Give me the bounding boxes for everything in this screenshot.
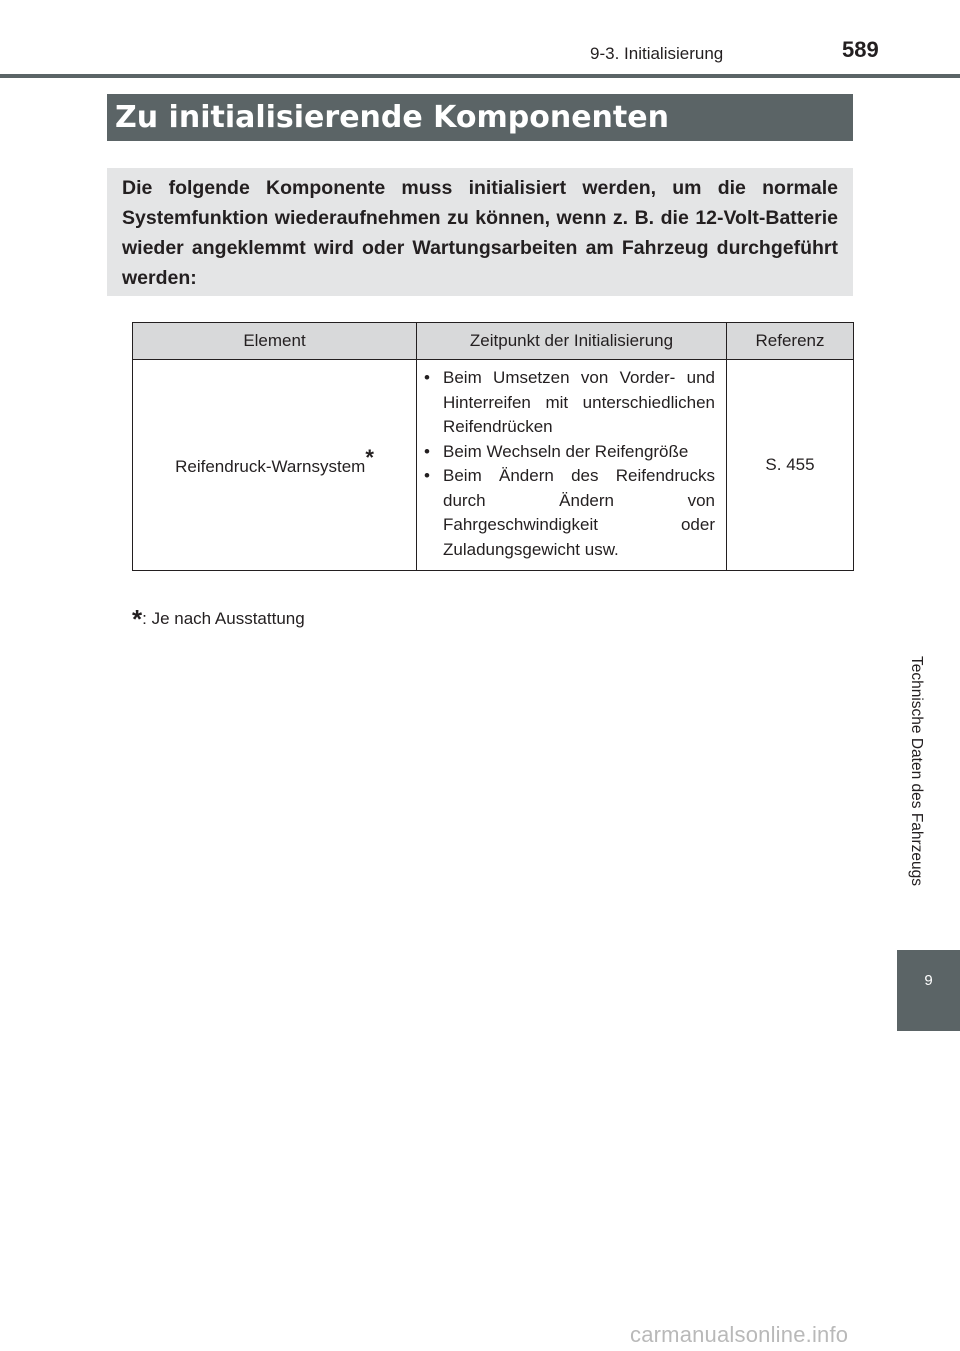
chapter-number: 9: [924, 972, 933, 989]
column-header-timing: Zeitpunkt der Initialisierung: [417, 323, 727, 360]
element-cell: [133, 360, 417, 571]
bullet-icon: •: [424, 368, 430, 387]
footnote: [132, 600, 305, 634]
timing-text: Beim Wechseln der Reifengröße: [443, 441, 689, 461]
watermark: carmanualsonline.info: [630, 1322, 849, 1347]
bullet-icon: •: [424, 466, 430, 485]
column-header-reference: Referenz: [727, 323, 854, 360]
timing-text: Beim Ändern des Reifendrucks durch Ändern von Fahrgeschwindigkeit oder Zuladungsgewicht usw.: [443, 466, 715, 559]
footnote-star-icon: *: [132, 604, 143, 634]
header-divider: [0, 74, 960, 78]
timing-cell: [417, 360, 727, 571]
side-chapter-label: Technische Daten des Fahrzeugs: [908, 656, 925, 887]
timing-text: Beim Umsetzen von Vorder- und Hinterreifen mit unterschiedlichen Reifendrücken: [443, 368, 715, 436]
table-row: [133, 360, 854, 571]
intro-text: Die folgende Komponente muss initialisiert werden, um die normale Systemfunktion wiederaufnehmen zu können, wenn z. B. die 12-Volt-Batterie wieder angeklemmt wird oder Wartungsarbeiten am Fahrzeug durchgeführt werden:: [122, 177, 838, 289]
column-header-element: Element: [133, 323, 417, 360]
section-title: Zu initialisierende Komponenten: [115, 100, 669, 135]
list-item: [424, 366, 715, 440]
page-number: 589: [842, 37, 879, 62]
reference-cell: S. 455: [727, 360, 854, 571]
section-title-bar: [107, 94, 853, 141]
list-item: [424, 440, 715, 465]
header-section-title: 9-3. Initialisierung: [590, 44, 724, 63]
intro-box: [107, 168, 853, 296]
list-item: [424, 464, 715, 562]
footnote-marker: *: [365, 445, 374, 470]
bullet-icon: •: [424, 441, 430, 461]
initialization-table: [132, 322, 854, 571]
timing-list: [424, 366, 715, 562]
element-name: Reifendruck-Warnsystem: [175, 457, 366, 476]
table-header-row: [133, 323, 854, 360]
footnote-text: : Je nach Ausstattung: [142, 609, 305, 628]
chapter-tab: [897, 950, 960, 1031]
